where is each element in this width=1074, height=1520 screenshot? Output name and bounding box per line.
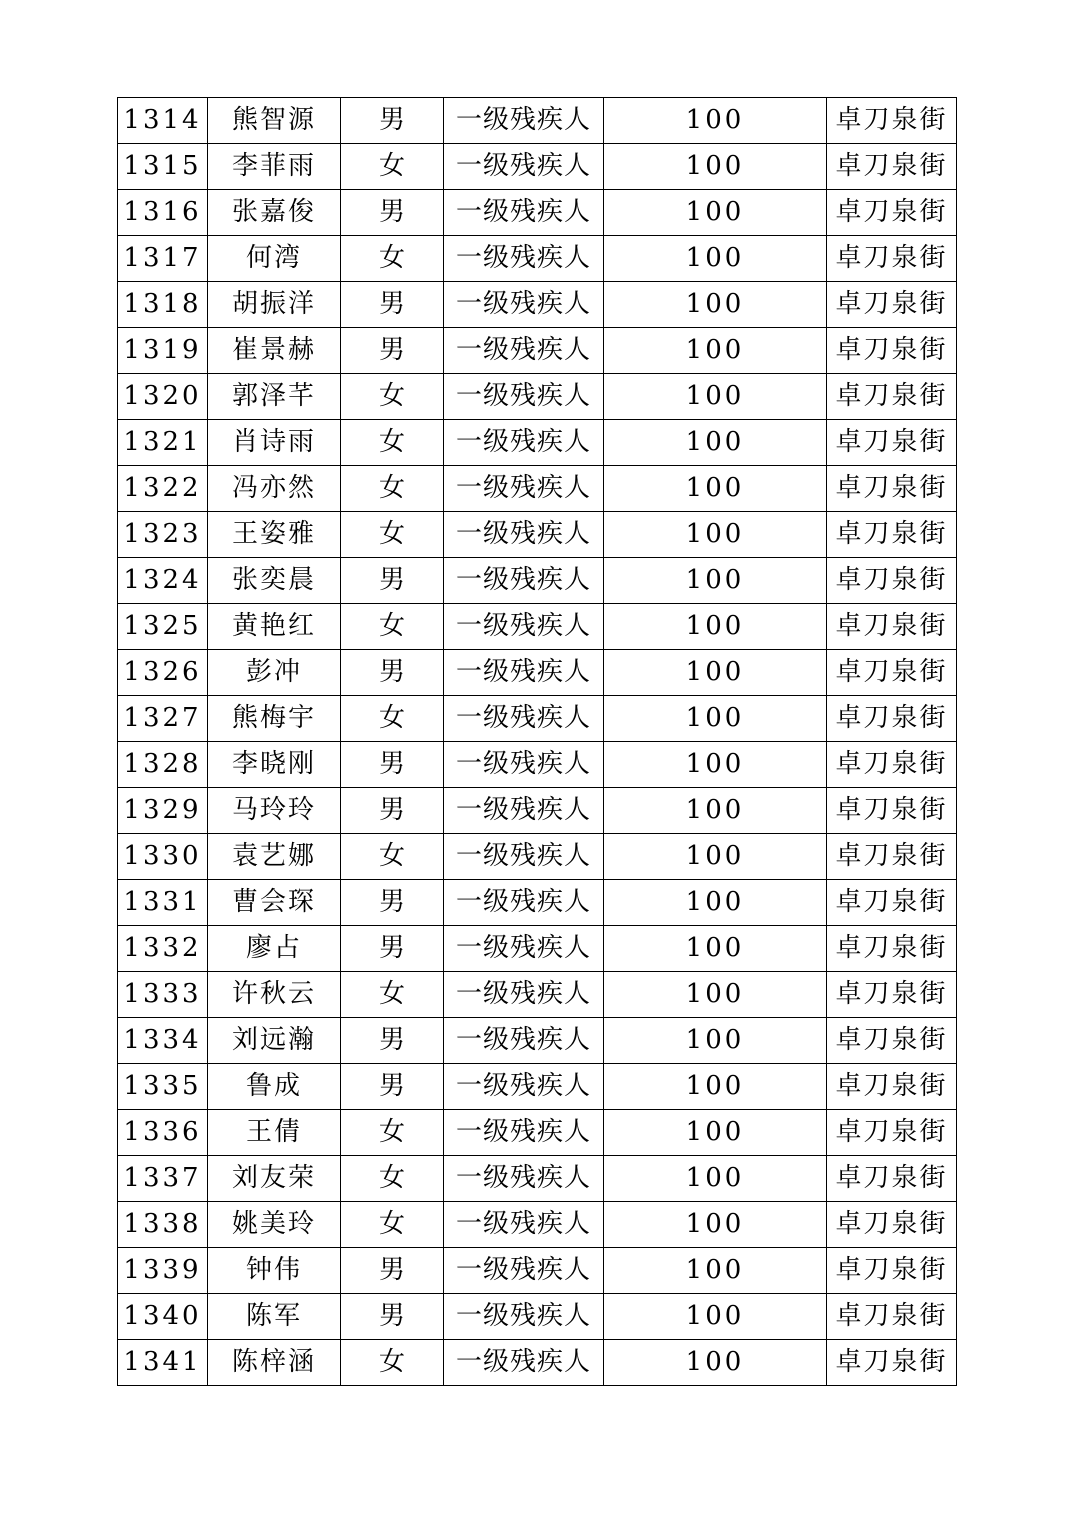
amount-cell: 100 (604, 1248, 827, 1294)
table-row (118, 190, 957, 236)
disability-level-cell: 一级残疾人 (444, 512, 604, 558)
gender-cell: 男 (341, 926, 444, 972)
person-name-cell: 张奕晨 (208, 558, 341, 604)
serial-number-cell: 1328 (118, 742, 208, 788)
street-cell: 卓刀泉街 (827, 1294, 957, 1340)
serial-number-cell: 1325 (118, 604, 208, 650)
amount-cell: 100 (604, 1294, 827, 1340)
gender-cell: 女 (341, 1340, 444, 1386)
disability-level-cell: 一级残疾人 (444, 604, 604, 650)
amount-cell: 100 (604, 650, 827, 696)
person-name-cell: 张嘉俊 (208, 190, 341, 236)
disability-level-cell: 一级残疾人 (444, 328, 604, 374)
street-cell: 卓刀泉街 (827, 420, 957, 466)
amount-cell: 100 (604, 190, 827, 236)
person-name-cell: 郭泽芊 (208, 374, 341, 420)
amount-cell: 100 (604, 420, 827, 466)
person-name-cell: 钟伟 (208, 1248, 341, 1294)
table-row (118, 328, 957, 374)
gender-cell: 女 (341, 374, 444, 420)
person-name-cell: 王姿雅 (208, 512, 341, 558)
serial-number-cell: 1330 (118, 834, 208, 880)
person-name-cell: 刘远瀚 (208, 1018, 341, 1064)
gender-cell: 男 (341, 98, 444, 144)
gender-cell: 男 (341, 788, 444, 834)
serial-number-cell: 1315 (118, 144, 208, 190)
street-cell: 卓刀泉街 (827, 1340, 957, 1386)
disability-level-cell: 一级残疾人 (444, 1340, 604, 1386)
table-row (118, 650, 957, 696)
disability-level-cell: 一级残疾人 (444, 282, 604, 328)
serial-number-cell: 1340 (118, 1294, 208, 1340)
serial-number-cell: 1329 (118, 788, 208, 834)
street-cell: 卓刀泉街 (827, 282, 957, 328)
serial-number-cell: 1317 (118, 236, 208, 282)
table-row (118, 742, 957, 788)
person-name-cell: 冯亦然 (208, 466, 341, 512)
street-cell: 卓刀泉街 (827, 1248, 957, 1294)
serial-number-cell: 1339 (118, 1248, 208, 1294)
gender-cell: 男 (341, 558, 444, 604)
serial-number-cell: 1331 (118, 880, 208, 926)
gender-cell: 女 (341, 834, 444, 880)
table-row (118, 1018, 957, 1064)
gender-cell: 女 (341, 696, 444, 742)
amount-cell: 100 (604, 144, 827, 190)
gender-cell: 男 (341, 1064, 444, 1110)
person-name-cell: 彭冲 (208, 650, 341, 696)
street-cell: 卓刀泉街 (827, 1156, 957, 1202)
amount-cell: 100 (604, 926, 827, 972)
street-cell: 卓刀泉街 (827, 926, 957, 972)
disability-level-cell: 一级残疾人 (444, 650, 604, 696)
amount-cell: 100 (604, 972, 827, 1018)
gender-cell: 女 (341, 604, 444, 650)
serial-number-cell: 1316 (118, 190, 208, 236)
gender-cell: 男 (341, 282, 444, 328)
table-row (118, 236, 957, 282)
disability-level-cell: 一级残疾人 (444, 1202, 604, 1248)
table-row (118, 1202, 957, 1248)
person-name-cell: 陈军 (208, 1294, 341, 1340)
street-cell: 卓刀泉街 (827, 834, 957, 880)
serial-number-cell: 1338 (118, 1202, 208, 1248)
street-cell: 卓刀泉街 (827, 1064, 957, 1110)
person-name-cell: 熊梅宇 (208, 696, 341, 742)
street-cell: 卓刀泉街 (827, 880, 957, 926)
disability-level-cell: 一级残疾人 (444, 1018, 604, 1064)
street-cell: 卓刀泉街 (827, 236, 957, 282)
person-name-cell: 许秋云 (208, 972, 341, 1018)
person-name-cell: 曹会琛 (208, 880, 341, 926)
gender-cell: 女 (341, 144, 444, 190)
table-row (118, 1294, 957, 1340)
serial-number-cell: 1333 (118, 972, 208, 1018)
person-name-cell: 姚美玲 (208, 1202, 341, 1248)
table-row (118, 880, 957, 926)
gender-cell: 男 (341, 1294, 444, 1340)
gender-cell: 女 (341, 972, 444, 1018)
person-name-cell: 肖诗雨 (208, 420, 341, 466)
street-cell: 卓刀泉街 (827, 374, 957, 420)
person-name-cell: 鲁成 (208, 1064, 341, 1110)
serial-number-cell: 1319 (118, 328, 208, 374)
person-name-cell: 胡振洋 (208, 282, 341, 328)
table-row (118, 282, 957, 328)
amount-cell: 100 (604, 374, 827, 420)
amount-cell: 100 (604, 558, 827, 604)
table-row (118, 972, 957, 1018)
street-cell: 卓刀泉街 (827, 972, 957, 1018)
amount-cell: 100 (604, 880, 827, 926)
serial-number-cell: 1323 (118, 512, 208, 558)
street-cell: 卓刀泉街 (827, 144, 957, 190)
disability-level-cell: 一级残疾人 (444, 926, 604, 972)
serial-number-cell: 1334 (118, 1018, 208, 1064)
roster-table (117, 97, 957, 1386)
serial-number-cell: 1335 (118, 1064, 208, 1110)
table-row (118, 420, 957, 466)
amount-cell: 100 (604, 1340, 827, 1386)
amount-cell: 100 (604, 742, 827, 788)
person-name-cell: 黄艳红 (208, 604, 341, 650)
disability-level-cell: 一级残疾人 (444, 98, 604, 144)
disability-level-cell: 一级残疾人 (444, 1294, 604, 1340)
disability-level-cell: 一级残疾人 (444, 374, 604, 420)
gender-cell: 男 (341, 1018, 444, 1064)
table-row (118, 98, 957, 144)
person-name-cell: 崔景赫 (208, 328, 341, 374)
roster-table-body (118, 98, 957, 1386)
serial-number-cell: 1324 (118, 558, 208, 604)
disability-level-cell: 一级残疾人 (444, 1064, 604, 1110)
person-name-cell: 陈梓涵 (208, 1340, 341, 1386)
table-row (118, 1110, 957, 1156)
table-row (118, 466, 957, 512)
amount-cell: 100 (604, 1202, 827, 1248)
serial-number-cell: 1321 (118, 420, 208, 466)
gender-cell: 女 (341, 512, 444, 558)
street-cell: 卓刀泉街 (827, 1110, 957, 1156)
gender-cell: 女 (341, 420, 444, 466)
disability-level-cell: 一级残疾人 (444, 696, 604, 742)
street-cell: 卓刀泉街 (827, 742, 957, 788)
street-cell: 卓刀泉街 (827, 466, 957, 512)
person-name-cell: 熊智源 (208, 98, 341, 144)
disability-level-cell: 一级残疾人 (444, 788, 604, 834)
person-name-cell: 袁艺娜 (208, 834, 341, 880)
person-name-cell: 廖占 (208, 926, 341, 972)
table-row (118, 144, 957, 190)
amount-cell: 100 (604, 834, 827, 880)
amount-cell: 100 (604, 466, 827, 512)
table-row (118, 1064, 957, 1110)
disability-level-cell: 一级残疾人 (444, 420, 604, 466)
street-cell: 卓刀泉街 (827, 328, 957, 374)
street-cell: 卓刀泉街 (827, 98, 957, 144)
amount-cell: 100 (604, 1064, 827, 1110)
street-cell: 卓刀泉街 (827, 1202, 957, 1248)
serial-number-cell: 1337 (118, 1156, 208, 1202)
table-row (118, 1248, 957, 1294)
disability-level-cell: 一级残疾人 (444, 558, 604, 604)
amount-cell: 100 (604, 604, 827, 650)
amount-cell: 100 (604, 236, 827, 282)
table-row (118, 558, 957, 604)
amount-cell: 100 (604, 328, 827, 374)
person-name-cell: 马玲玲 (208, 788, 341, 834)
amount-cell: 100 (604, 512, 827, 558)
gender-cell: 女 (341, 1156, 444, 1202)
street-cell: 卓刀泉街 (827, 190, 957, 236)
table-row (118, 604, 957, 650)
table-row (118, 926, 957, 972)
gender-cell: 男 (341, 742, 444, 788)
gender-cell: 女 (341, 1202, 444, 1248)
street-cell: 卓刀泉街 (827, 558, 957, 604)
disability-level-cell: 一级残疾人 (444, 880, 604, 926)
street-cell: 卓刀泉街 (827, 788, 957, 834)
serial-number-cell: 1327 (118, 696, 208, 742)
disability-level-cell: 一级残疾人 (444, 236, 604, 282)
gender-cell: 男 (341, 328, 444, 374)
person-name-cell: 刘友荣 (208, 1156, 341, 1202)
table-row (118, 374, 957, 420)
person-name-cell: 李菲雨 (208, 144, 341, 190)
serial-number-cell: 1336 (118, 1110, 208, 1156)
amount-cell: 100 (604, 1156, 827, 1202)
gender-cell: 女 (341, 466, 444, 512)
serial-number-cell: 1314 (118, 98, 208, 144)
disability-level-cell: 一级残疾人 (444, 972, 604, 1018)
disability-level-cell: 一级残疾人 (444, 742, 604, 788)
person-name-cell: 何湾 (208, 236, 341, 282)
amount-cell: 100 (604, 1110, 827, 1156)
serial-number-cell: 1341 (118, 1340, 208, 1386)
table-row (118, 512, 957, 558)
serial-number-cell: 1332 (118, 926, 208, 972)
disability-level-cell: 一级残疾人 (444, 1248, 604, 1294)
amount-cell: 100 (604, 788, 827, 834)
amount-cell: 100 (604, 1018, 827, 1064)
amount-cell: 100 (604, 696, 827, 742)
gender-cell: 女 (341, 1110, 444, 1156)
amount-cell: 100 (604, 98, 827, 144)
disability-level-cell: 一级残疾人 (444, 466, 604, 512)
disability-level-cell: 一级残疾人 (444, 1110, 604, 1156)
table-row (118, 696, 957, 742)
gender-cell: 男 (341, 880, 444, 926)
serial-number-cell: 1326 (118, 650, 208, 696)
gender-cell: 男 (341, 1248, 444, 1294)
table-row (118, 788, 957, 834)
gender-cell: 男 (341, 650, 444, 696)
street-cell: 卓刀泉街 (827, 696, 957, 742)
gender-cell: 女 (341, 236, 444, 282)
table-row (118, 1340, 957, 1386)
person-name-cell: 王倩 (208, 1110, 341, 1156)
disability-level-cell: 一级残疾人 (444, 834, 604, 880)
disability-level-cell: 一级残疾人 (444, 144, 604, 190)
disability-level-cell: 一级残疾人 (444, 190, 604, 236)
serial-number-cell: 1322 (118, 466, 208, 512)
street-cell: 卓刀泉街 (827, 650, 957, 696)
table-row (118, 834, 957, 880)
street-cell: 卓刀泉街 (827, 1018, 957, 1064)
person-name-cell: 李晓刚 (208, 742, 341, 788)
table-row (118, 1156, 957, 1202)
serial-number-cell: 1318 (118, 282, 208, 328)
street-cell: 卓刀泉街 (827, 604, 957, 650)
gender-cell: 男 (341, 190, 444, 236)
disability-level-cell: 一级残疾人 (444, 1156, 604, 1202)
amount-cell: 100 (604, 282, 827, 328)
street-cell: 卓刀泉街 (827, 512, 957, 558)
serial-number-cell: 1320 (118, 374, 208, 420)
